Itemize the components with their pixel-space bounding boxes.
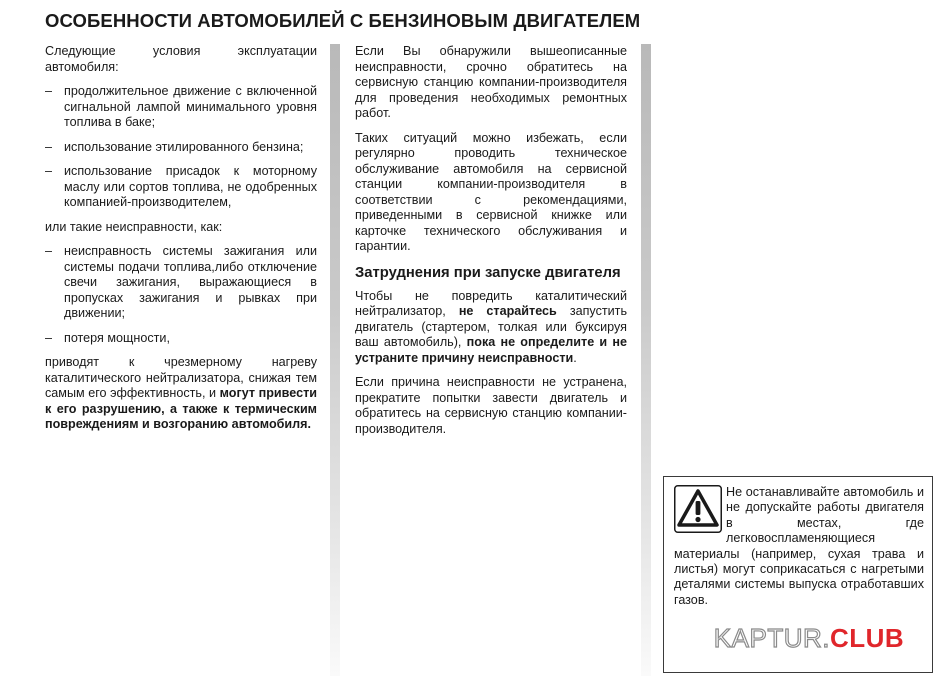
fault-item: – неисправность системы зажигания или системы подачи топлива,либо отключение свечи зажигания, выражающиеся в пропусках зажигания и рывках при движении; bbox=[45, 244, 317, 322]
consequence-paragraph bbox=[45, 355, 317, 433]
starting-bold: не старайтесь bbox=[458, 304, 557, 318]
service-paragraph: Если причина неисправности не устранена, прекратите попытки завести двигатель и обратитесь на сервисную станцию компании-производителя. bbox=[355, 375, 627, 436]
starting-text: запустить двигатель (стартером, толкая или буксируя ваш автомобиль), bbox=[355, 304, 628, 349]
warning-text: Не останавливайте автомобиль и не допускайте работы двигателя в местах, где легковоспламеняющиеся материалы (например, сухая трава и листья) могут соприкасаться с нагретыми деталями системы выпуска отработавших газов. bbox=[674, 485, 924, 607]
faults-intro: или такие неисправности, как: bbox=[45, 219, 223, 234]
warning-text-block bbox=[674, 485, 924, 608]
starting-text: Чтобы не повредить каталитический нейтрализатор, bbox=[355, 288, 627, 318]
repair-paragraph: Если Вы обнаружили вышеописанные неисправности, срочно обратитесь на сервисную станцию компании-производителя для проведения необходимых ремонтных работ. bbox=[355, 44, 627, 120]
warning-triangle-icon bbox=[674, 485, 726, 537]
condition-item: – использование присадок к моторному маслу или сортов топлива, не одобренных компанией-производителем, bbox=[45, 164, 317, 211]
maintenance-paragraph: Таких ситуаций можно избежать, если регулярно проводить техническое обслуживание автомобиля на сервисной станции компании-производителя в соответствии с рекомендациями, приведенными в сервисной книжке или карточке технического обслуживания и гарантии. bbox=[355, 130, 627, 253]
fault-item: – потеря мощности, bbox=[45, 331, 317, 347]
watermark-part: KAPTUR. bbox=[713, 623, 830, 653]
left-column bbox=[45, 44, 317, 442]
watermark-part: CLUB bbox=[829, 623, 905, 653]
starting-bold: пока не определите и не устраните причину неисправности bbox=[355, 335, 627, 365]
warning-box bbox=[663, 476, 933, 673]
conditions-intro: Следующие условия эксплуатации автомобиля: bbox=[45, 44, 317, 74]
consequence-text: приводят к чрезмерному нагреву каталитического нейтрализатора, снижая тем самым его эффективность, и bbox=[45, 355, 317, 400]
starting-paragraph bbox=[355, 289, 627, 367]
condition-item: – использование этилированного бензина; bbox=[45, 140, 317, 156]
section-heading: Затруднения при запуске двигателя bbox=[355, 264, 621, 281]
column-divider bbox=[641, 44, 651, 676]
page-title: ОСОБЕННОСТИ АВТОМОБИЛЕЙ С БЕНЗИНОВЫМ ДВИГАТЕЛЕМ bbox=[45, 10, 641, 31]
column-divider bbox=[330, 44, 340, 676]
right-column bbox=[355, 44, 627, 446]
consequence-bold: могут привести к его разрушению, а также к термическим повреждениям и возгоранию автомобиля. bbox=[45, 386, 317, 431]
starting-text: . bbox=[573, 350, 577, 365]
condition-item: – продолжительное движение с включенной сигнальной лампой минимального уровня топлива в баке; bbox=[45, 84, 317, 131]
kaptur-club-watermark bbox=[709, 623, 909, 654]
